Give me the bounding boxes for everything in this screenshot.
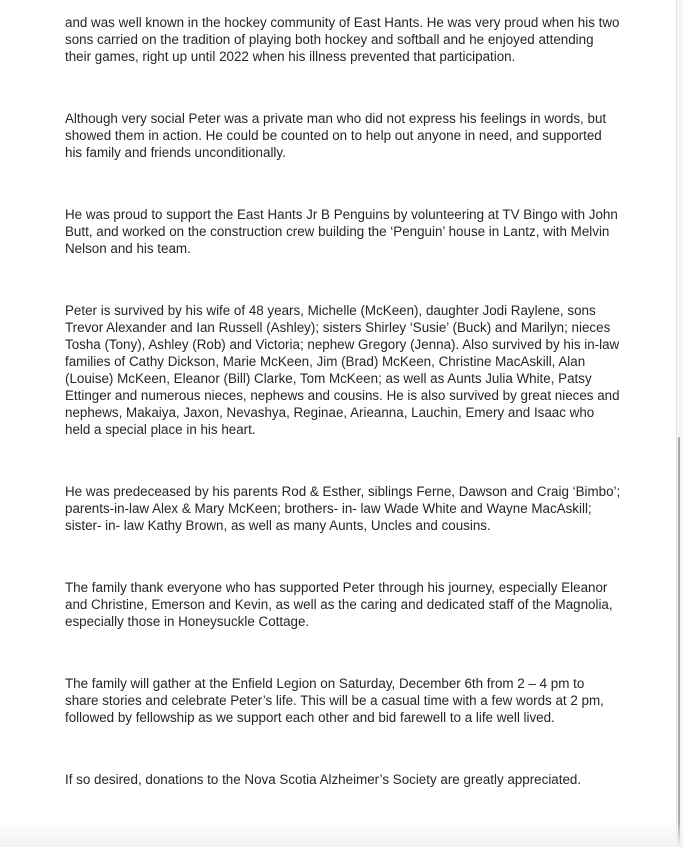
obituary-paragraph: and was well known in the hockey community of East Hants. He was very proud when his two sons carried on the tradition of playing both hockey and softball and he enjoyed attending their games, right up until 2022 when his illness prevented that participation. <box>65 15 620 64</box>
obituary-paragraph: Peter is survived by his wife of 48 years, Michelle (McKeen), daughter Jodi Raylene, sons Trevor Alexander and Ian Russell (Ashley); sisters Shirley ‘Susie’ (Buck) and Marilyn; nieces Tosha (Tony), Ashley (Rob) and Victoria; nephew Gregory (Jenna). Also survived by his in-law families of Cathy Dickson, Marie McKeen, Jim (Brad) McKeen, Christine MacAskill, Alan (Louise) McKeen, Eleanor (Bill) Clarke, Tom McKeen; as well as Aunts Julia White, Patsy Ettinger and numerous nieces, nephews and cousins. He is also survived by great nieces and nephews, Makaiya, Jaxon, Nevashya, Reginae, Arieanna, Lauchin, Emery and Isaac who held a special place in his heart. <box>65 303 620 437</box>
obituary-paragraph: The family thank everyone who has supported Peter through his journey, especially Eleanor and Christine, Emerson and Kevin, as well as the caring and dedicated staff of the Magnolia, especially those in Honeysuckle Cottage. <box>65 580 613 629</box>
obituary-paragraph: The family will gather at the Enfield Legion on Saturday, December 6th from 2 – 4 pm to share stories and celebrate Peter’s life. This will be a casual time with a few words at 2 pm, followed by fellowship as we support each other and bid farewell to a life well lived. <box>65 676 604 725</box>
scrollbar-thumb[interactable] <box>678 437 680 847</box>
obituary-paragraph: He was predeceased by his parents Rod & Esther, siblings Ferne, Dawson and Craig ‘Bimbo’; parents-in-law Alex & Mary McKeen; brothers- in- law Wade White and Wayne MacAskill; sister- in- law Kathy Brown, as well as many Aunts, Uncles and cousins. <box>65 484 621 533</box>
obituary-paragraph: Although very social Peter was a private man who did not express his feelings in words, but showed them in action. He could be counted on to help out anyone in need, and supported his family and friends unconditionally. <box>65 111 607 160</box>
obituary-paragraph: He was proud to support the East Hants Jr B Penguins by volunteering at TV Bingo with John Butt, and worked on the construction crew building the ‘Penguin’ house in Lantz, with Melvin Nelson and his team. <box>65 207 618 256</box>
obituary-paragraph: If so desired, donations to the Nova Scotia Alzheimer’s Society are greatly appreciated. <box>65 772 582 787</box>
